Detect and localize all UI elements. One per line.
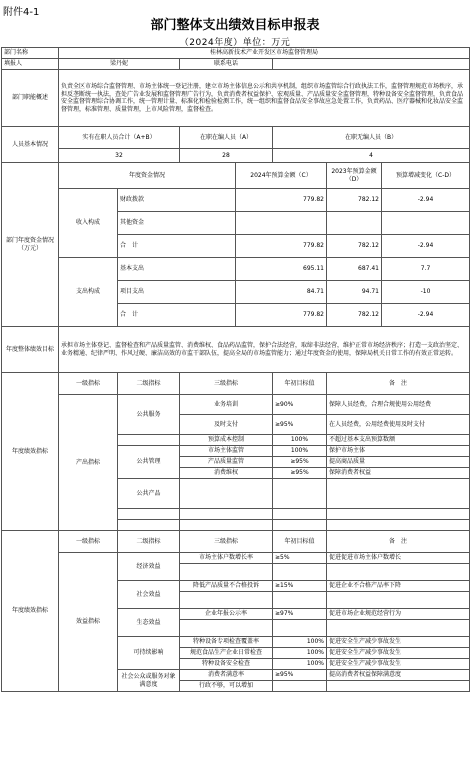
indicator-name: 降低产品质量不合格投诉 — [180, 581, 273, 592]
indicator-name: 预算成本控制 — [180, 435, 273, 446]
income-row-cd: -2.94 — [382, 189, 470, 212]
l2-empty — [118, 520, 180, 531]
indicator-target: ≥5% — [273, 553, 327, 564]
output-section-label: 年度绩效指标 — [2, 373, 59, 531]
income-label: 收入构成 — [59, 189, 118, 258]
income-row-d: 782.12 — [327, 189, 382, 212]
expend-row-name: 基本支出 — [118, 258, 236, 281]
indicator-name: 消费维权 — [180, 468, 273, 479]
l2-empty — [118, 509, 180, 520]
indicator-target: 100% — [273, 637, 327, 648]
income-row-c: 779.82 — [236, 189, 327, 212]
indicator-target: ≥95% — [273, 468, 327, 479]
col-head-l3: 三级指标 — [180, 531, 273, 553]
indicator-name: 业务培训 — [180, 395, 273, 415]
annex-number: 附件4-1 — [3, 7, 40, 18]
indicator-note: 不超过基本支出预算数额 — [327, 435, 470, 446]
indicator-target: 100% — [273, 435, 327, 446]
indicator-note — [327, 520, 470, 531]
indicator-target — [273, 592, 327, 609]
indicator-name: 特种设备专项检查覆盖率 — [180, 637, 273, 648]
duty-label: 部门职能概述 — [2, 70, 59, 127]
indicator-name: 市场主体监管 — [180, 446, 273, 457]
col-head-target: 年初目标值 — [273, 531, 327, 553]
l2-satisfaction: 社会公众或服务对象满意度 — [118, 670, 180, 692]
staff-label: 人员基本情况 — [2, 127, 59, 163]
col-head-note: 备 注 — [327, 373, 470, 395]
funds-head-2023: 2023年预算金额（D） — [327, 163, 382, 189]
dept-name-label: 部门名称 — [2, 48, 59, 59]
l1-effect: 效益指标 — [59, 553, 118, 692]
indicator-name — [180, 520, 273, 531]
expend-row-c: 84.71 — [236, 281, 327, 304]
expend-row-cd: 7.7 — [382, 258, 470, 281]
col-head-note: 备 注 — [327, 531, 470, 553]
indicator-name: 规范食品生产企业日常检查 — [180, 648, 273, 659]
indicator-note: 保障人员经费，合理合规使用公用经费 — [327, 395, 470, 415]
indicator-note — [327, 509, 470, 520]
expend-row-c: 779.82 — [236, 304, 327, 327]
l2-ecological: 生态效益 — [118, 609, 180, 637]
duty-text: 负责全区市场综合监督管理、市场主体统一登记注册，建立市场主体信息公示和共享机制，组织市场监管综合行政执法工作，监督管理规范市场秩序，承担反垄断统一执法，查处广告业发展和监督管理广告行为，负责消费者权益保护、宏观质量、产品质量安全监督管理，特种设备安全监督管理，负责食品安全监督管理综合协调工作，统一管理计量、标准化和检验检测工作，统一组织和监督食品安全事故应急处置工作，负责药品、医疗器械和化妆品安全监督管理，标准管理、质量管理，上市风险管理，监督检查。 — [59, 70, 470, 127]
income-row-c — [236, 212, 327, 235]
funds-head-item: 年度资金情况 — [59, 163, 236, 189]
income-row-name: 其他资金 — [118, 212, 236, 235]
indicator-name: 消费者满意率 — [180, 670, 273, 681]
l2-public-management: 公共管理 — [118, 446, 180, 479]
phone-label: 联系电话 — [180, 59, 273, 70]
indicator-note — [327, 681, 470, 692]
l2-public-product: 公共产品 — [118, 479, 180, 509]
income-row-cd — [382, 212, 470, 235]
overall-goal-text: 承担市场主体登记、监督检查和产品质量监管、消费维权、食品药品监管，保护合法经营，取缔非法经营，维护正常市场经济秩序；打造一支政治坚定、业务精通、纪律严明、作风过硬、廉洁高效的市监干部队伍，提高全局的市场监管能力；通过年度资金的使用，保障局机关日常工作的有效正常运转。 — [59, 327, 470, 373]
performance-table — [1, 47, 470, 692]
indicator-note: 保障消费者权益 — [327, 468, 470, 479]
indicator-target: ≥90% — [273, 395, 327, 415]
expend-label: 支出构成 — [59, 258, 118, 327]
indicator-note: 促进促进市场主体户数增长 — [327, 553, 470, 564]
indicator-name: 及时支付 — [180, 415, 273, 435]
form-title: 部门整体支出绩效目标申报表 — [150, 18, 320, 33]
indicator-target — [273, 520, 327, 531]
filler-value: 梁丹妮 — [59, 59, 180, 70]
indicator-target: 100% — [273, 659, 327, 670]
staff-value-a: 28 — [180, 149, 273, 163]
indicator-name — [180, 479, 273, 509]
l2-economic: 经济效益 — [118, 553, 180, 581]
expend-row-d: 94.71 — [327, 281, 382, 304]
indicator-note — [327, 592, 470, 609]
indicator-target — [273, 564, 327, 581]
indicator-target: ≥95% — [273, 415, 327, 435]
staff-head-a: 在职在编人员（A） — [180, 127, 273, 149]
overall-goal-label: 年度整体绩效目标 — [2, 327, 59, 373]
staff-head-total: 实有在职人员合计（A+B） — [59, 127, 180, 149]
expend-row-c: 695.11 — [236, 258, 327, 281]
indicator-note — [327, 620, 470, 637]
staff-value-b: 4 — [273, 149, 470, 163]
col-head-l3: 三级指标 — [180, 373, 273, 395]
indicator-name — [180, 592, 273, 609]
col-head-l1: 一级指标 — [59, 373, 118, 395]
indicator-target: ≥95% — [273, 457, 327, 468]
expend-row-name: 合 计 — [118, 304, 236, 327]
l2-sustainable: 可持续影响 — [118, 637, 180, 670]
indicator-target — [273, 479, 327, 509]
income-row-name: 财政拨款 — [118, 189, 236, 212]
income-row-d — [327, 212, 382, 235]
expend-row-d: 687.41 — [327, 258, 382, 281]
staff-value-total: 32 — [59, 149, 180, 163]
indicator-note: 提高商品质量 — [327, 457, 470, 468]
indicator-note: 促进安全生产减少事故发生 — [327, 648, 470, 659]
indicator-name — [180, 509, 273, 520]
indicator-target: ≥15% — [273, 581, 327, 592]
indicator-name: 市场主体户数增长率 — [180, 553, 273, 564]
indicator-note: 促进企业不合格产品率下降 — [327, 581, 470, 592]
indicator-target — [273, 681, 327, 692]
indicator-name — [180, 564, 273, 581]
dept-name-value: 桂林高新技术产业开发区市场监督管理局 — [59, 48, 470, 59]
funds-head-change: 预算增减变化（C-D） — [382, 163, 470, 189]
expend-row-cd: -2.94 — [382, 304, 470, 327]
indicator-target: ≥95% — [273, 670, 327, 681]
income-row-name: 合 计 — [118, 235, 236, 258]
indicator-note: 在人员经费，公用经费使用及时支付 — [327, 415, 470, 435]
indicator-name: 产品质量监管 — [180, 457, 273, 468]
col-head-target: 年初目标值 — [273, 373, 327, 395]
indicator-name: 特种设备安全检查 — [180, 659, 273, 670]
staff-head-b: 在职无编人员（B） — [273, 127, 470, 149]
indicator-note: 促进安全生产减少事故发生 — [327, 637, 470, 648]
l1-output: 产出指标 — [59, 395, 118, 531]
l2-public-service: 公共服务 — [118, 395, 180, 435]
col-head-l2: 二级指标 — [118, 531, 180, 553]
indicator-note — [327, 564, 470, 581]
funds-head-2024: 2024年预算金额（C） — [236, 163, 327, 189]
expend-row-cd: -10 — [382, 281, 470, 304]
filler-label: 填报人 — [2, 59, 59, 70]
form-year-unit: （2024年度）单位：万元 — [179, 38, 291, 48]
indicator-target: 100% — [273, 648, 327, 659]
indicator-target — [273, 620, 327, 637]
col-head-l2: 二级指标 — [118, 373, 180, 395]
l2-social: 社会效益 — [118, 581, 180, 609]
funds-label: 部门年度资金情况（万元） — [2, 163, 59, 327]
income-row-c: 779.82 — [236, 235, 327, 258]
indicator-note: 提高消费者权益保障满意度 — [327, 670, 470, 681]
indicator-target: 100% — [273, 446, 327, 457]
indicator-name — [180, 620, 273, 637]
indicator-note: 保护市场主体 — [327, 446, 470, 457]
indicator-target: ≥97% — [273, 609, 327, 620]
indicator-note: 促进安全生产减少事故发生 — [327, 659, 470, 670]
indicator-name: 行政不够，可以增加 — [180, 681, 273, 692]
income-row-cd: -2.94 — [382, 235, 470, 258]
indicator-target — [273, 509, 327, 520]
expend-row-name: 项目支出 — [118, 281, 236, 304]
income-row-d: 782.12 — [327, 235, 382, 258]
col-head-l1: 一级指标 — [59, 531, 118, 553]
phone-value — [273, 59, 470, 70]
l2-empty — [118, 435, 180, 446]
expend-row-d: 782.12 — [327, 304, 382, 327]
indicator-note — [327, 479, 470, 509]
effect-section-label: 年度绩效指标 — [2, 531, 59, 692]
indicator-note: 促进市场企业规范经营行为 — [327, 609, 470, 620]
indicator-name: 企业年报公示率 — [180, 609, 273, 620]
